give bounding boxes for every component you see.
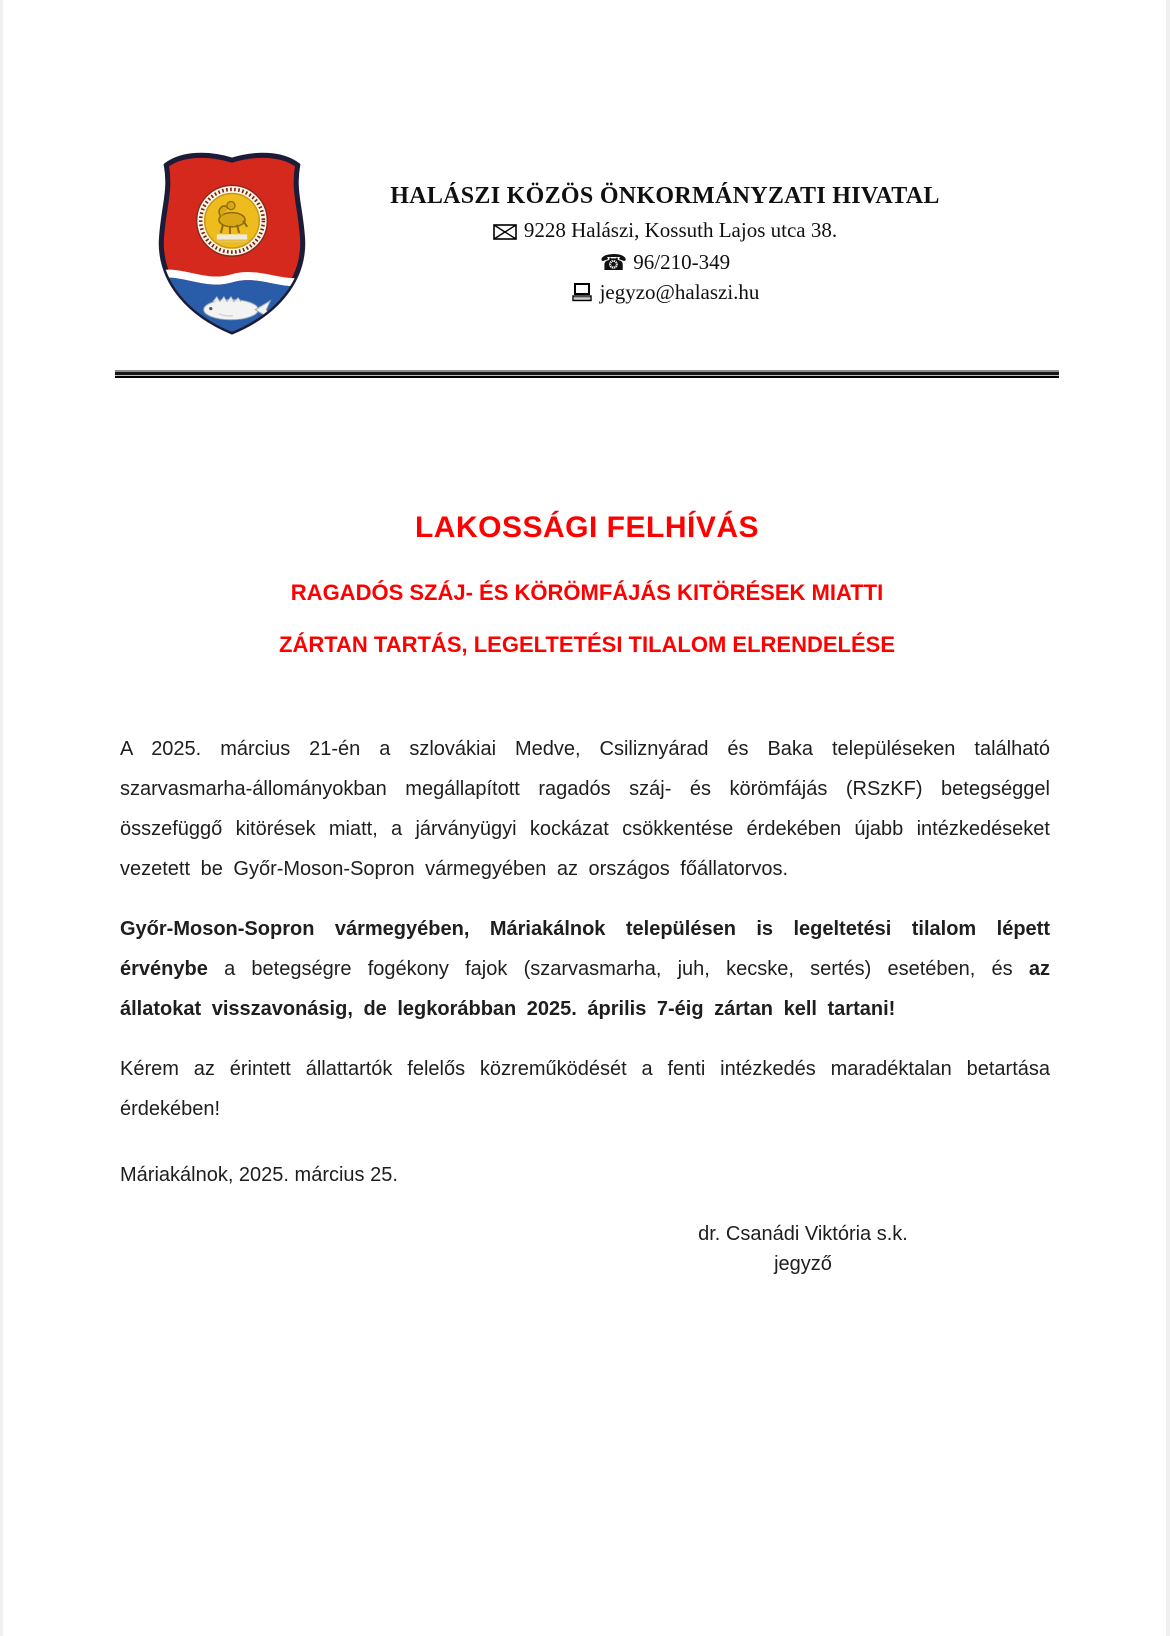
address-text: 9228 Halászi, Kossuth Lajos utca 38. — [523, 218, 838, 242]
page-edge-right — [1166, 0, 1170, 1636]
phone-line — [290, 248, 1040, 278]
letterhead-divider — [115, 370, 1059, 378]
telephone-icon: ☎ — [599, 251, 628, 276]
notice-body — [120, 729, 1050, 1279]
bold-text-run: Győr-Moson-Sopron vármegyében, Máriakálnok településen is legeltetési tilalom lépett érvénybe — [120, 918, 1050, 980]
phone-text: 96/210-349 — [633, 250, 731, 274]
envelope-icon — [493, 219, 517, 248]
page-edge-left — [0, 0, 3, 1636]
signature-title: jegyző — [774, 1253, 832, 1275]
signature-name: dr. Csanádi Viktória s.k. — [698, 1223, 908, 1245]
address-line — [290, 216, 1040, 248]
paragraph — [120, 1049, 1050, 1129]
email-text: jegyzo@halaszi.hu — [599, 280, 760, 304]
letterhead — [290, 183, 1040, 310]
signature-block — [603, 1219, 1003, 1279]
notice-subtitle-2: ZÁRTAN TARTÁS, LEGELTETÉSI TILALOM ELRENDELÉSE — [279, 632, 895, 657]
text-run: a betegségre fogékony fajok (szarvasmarha, juh, kecske, sertés) esetében, és — [207, 958, 1029, 980]
computer-icon — [571, 281, 593, 310]
paragraph — [120, 729, 1050, 889]
notice-subtitle-1: RAGADÓS SZÁJ- ÉS KÖRÖMFÁJÁS KITÖRÉSEK MIATTI — [290, 580, 884, 605]
bold-text-run: az állatokat visszavonásig, de legkorábban 2025. április 7-éig zártan kell tartani! — [120, 958, 1050, 1020]
paragraph — [120, 909, 1050, 1029]
org-name: HALÁSZI KÖZÖS ÖNKORMÁNYZATI HIVATAL — [390, 183, 940, 209]
dateline: Máriakálnok, 2025. március 25. — [120, 1164, 398, 1186]
text-run: A 2025. március 21-én a szlovákiai Medve, Csiliznyárad és Baka településeken található szarvasmarha-állományokban megállapított ragadós száj- és körömfájás (RSzKF) betegséggel összefüggő kitörések miatt, a járványügyi kockázat csökkentése érdekében újabb intézkedéseket vezetett be Győr-Moson-Sopron vármegyében az országos főállatorvos. — [120, 738, 1050, 880]
text-run: Kérem az érintett állattartók felelős közreműködését a fenti intézkedés maradéktalan betartása érdekében! — [120, 1058, 1050, 1120]
email-line — [290, 278, 1040, 310]
notice-title: LAKOSSÁGI FELHÍVÁS — [414, 511, 760, 544]
